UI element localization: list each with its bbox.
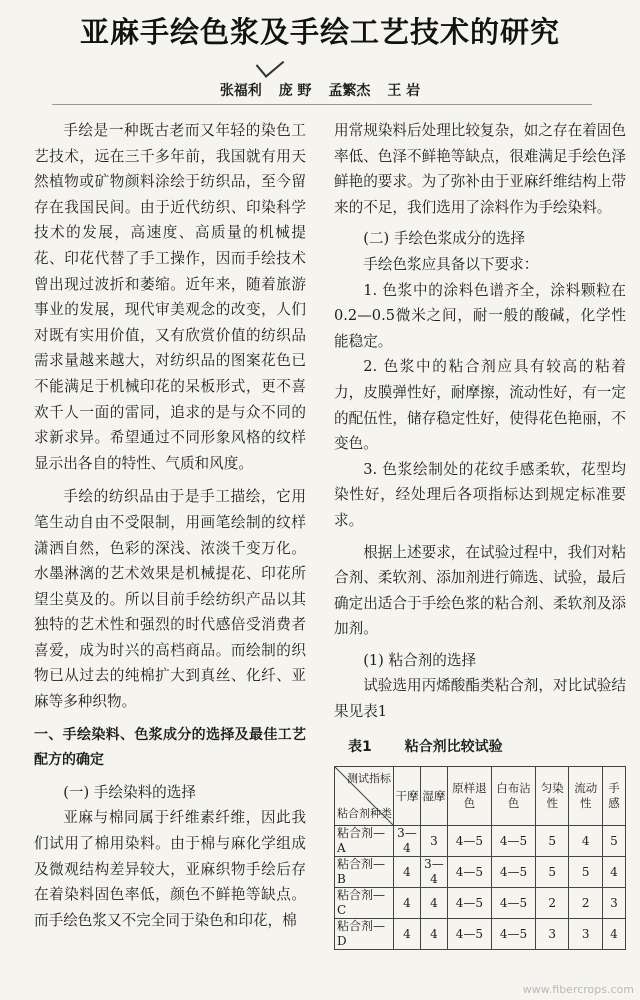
- table-cell: 4—5: [491, 919, 535, 950]
- column-header: 白布沾色: [491, 767, 535, 826]
- corner-label-top: 测试指标: [347, 772, 391, 786]
- section-heading: 一、手绘染料、色浆成分的选择及最佳工艺配方的确定: [34, 726, 306, 769]
- table-cell: 2: [569, 888, 603, 919]
- intro-paragraph: 手绘的纺织品由于是手工描绘，它用笔生动自由不受限制，用画笔绘制的纹样潇洒自然，色彩的深浅、浓淡千变万化。水墨淋漓的艺术效果是机械提花、印花所望尘莫及的。所以目前手绘纺织产品以其独特的艺术性和强烈的时代感倍受消费者喜爱，成为时兴的高档商品。而绘制的织物已从过去的纯棉扩大到真丝、化纤、亚麻等多种织物。: [34, 488, 306, 711]
- subsection-heading: (一) 手绘染料的选择: [63, 783, 196, 801]
- row-label: 粘合剂—D: [335, 919, 394, 950]
- body-paragraph: 手绘色浆应具备以下要求：: [363, 255, 539, 273]
- check-mark-icon: [256, 50, 285, 78]
- author-name: 庞 野: [278, 83, 312, 99]
- article-title: 亚麻手绘色浆及手绘工艺技术的研究: [79, 15, 560, 49]
- title-divider: [52, 104, 592, 105]
- table-cell: 3—4: [394, 826, 421, 857]
- intro-paragraph: 手绘是一种既古老而又年轻的染色工艺技术，远在三千多年前，我国就有用天然植物或矿物颜料涂绘于纺织品，至今留存在我国民间。由于近代纺织、印染科学技术的发展，高速度、高质量的机械提花、印花代替了手工操作，因而手绘技术曾出现过波折和萎缩。近年来，随着旅游事业的发展，现代审美观念的改变，人们对既有实用价值，又有欣赏价值的纺织品需求量越来越大，对纺织品的图案花色已不能满足于机械印花的呆板形式，更不喜欢千人一面的雷同，追求的是与众不同的求新求异。希望通过不同形象风格的纹样显示出各自的特性、气质和风度。: [34, 122, 306, 472]
- column-header: 湿摩: [420, 767, 447, 826]
- watermark-text: www.fibercrops.com: [522, 983, 634, 996]
- table-number: 表1: [348, 738, 372, 755]
- table-cell: 4: [602, 857, 625, 888]
- right-column: [334, 118, 626, 950]
- table-cell: 4—5: [447, 888, 491, 919]
- table-cell: 4—5: [491, 888, 535, 919]
- row-label: 粘合剂—C: [335, 888, 394, 919]
- table-title: 粘合剂比较试验: [404, 738, 503, 755]
- table-cell: 4—5: [447, 919, 491, 950]
- table-corner-cell: [335, 767, 394, 826]
- row-label: 粘合剂—A: [335, 826, 394, 857]
- table-cell: 2: [535, 888, 569, 919]
- table-caption: [334, 735, 626, 761]
- table-cell: 5: [602, 826, 625, 857]
- body-paragraph: 试验选用丙烯酸酯类粘合剂，对比试验结果见表1: [334, 677, 626, 721]
- table-cell: 4: [420, 888, 447, 919]
- author-name: 孟繁杰: [328, 83, 371, 99]
- table-cell: 5: [535, 826, 569, 857]
- requirement-item: 1. 色浆中的涂料色谱齐全，涂料颗粒在0.2—0.5微米之间，耐一般的酸碱，化学性能稳定。: [334, 281, 626, 350]
- author-name: 王 岩: [387, 83, 421, 99]
- table-cell: 4—5: [491, 826, 535, 857]
- table-cell: 3—4: [420, 857, 447, 888]
- binder-comparison-table: [334, 766, 626, 950]
- subsection-heading: (1) 粘合剂的选择: [363, 651, 477, 669]
- table-cell: 4: [394, 888, 421, 919]
- table-cell: 3: [535, 919, 569, 950]
- table-row: [335, 857, 626, 888]
- table-cell: 4—5: [491, 857, 535, 888]
- table-cell: 3: [569, 919, 603, 950]
- table-cell: 4: [394, 919, 421, 950]
- table-cell: 4: [394, 857, 421, 888]
- left-column: [34, 118, 306, 933]
- table-header-row: [335, 767, 626, 826]
- column-header: 匀染性: [535, 767, 569, 826]
- subsection-heading: (二) 手绘色浆成分的选择: [363, 230, 526, 248]
- requirement-item: 3. 色浆绘制处的花纹手感柔软，花型均染性好，经处理后各项指标达到规定标准要求。: [334, 460, 626, 529]
- table-cell: 3: [602, 888, 625, 919]
- column-header: 流动性: [569, 767, 603, 826]
- table-cell: 4—5: [447, 857, 491, 888]
- table-cell: 4: [602, 919, 625, 950]
- column-header: 原样退色: [447, 767, 491, 826]
- row-label: 粘合剂—B: [335, 857, 394, 888]
- corner-label-bottom: 粘合剂种类: [337, 807, 392, 821]
- table-row: [335, 826, 626, 857]
- author-line: [0, 80, 640, 100]
- table-cell: 4—5: [447, 826, 491, 857]
- table-cell: 4: [420, 919, 447, 950]
- table-row: [335, 919, 626, 950]
- column-header: 手感: [602, 767, 625, 826]
- body-paragraph: 用常规染料后处理比较复杂，如之存在着固色率低、色泽不鲜艳等缺点，很难满足手绘色泽鲜艳的要求。为了弥补由于亚麻纤维结构上带来的不足，我们选用了涂料作为手绘染料。: [334, 122, 626, 216]
- table-cell: 5: [535, 857, 569, 888]
- requirement-item: 2. 色浆中的粘合剂应具有较高的粘着力，皮膜弹性好，耐摩擦，流动性好，有一定的配伍性，储存稳定性好，使得花色艳丽，不变色。: [334, 358, 626, 453]
- body-paragraph: 根据上述要求，在试验过程中，我们对粘合剂、柔软剂、添加剂进行筛选、试验，最后确定出适合于手绘色浆的粘合剂、柔软剂及添加剂。: [334, 543, 626, 638]
- author-name: 张福利: [219, 83, 262, 99]
- body-paragraph: 亚麻与棉同属于纤维素纤维，因此我们试用了棉用染料。由于棉与麻化学组成及微观结构差异较大，亚麻织物手绘后存在着染料固色率低，颜色不鲜艳等缺点。而手绘色浆又不完全同于染色和印花，棉: [34, 809, 306, 929]
- table-row: [335, 888, 626, 919]
- table-cell: 5: [569, 857, 603, 888]
- column-header: 干摩: [394, 767, 421, 826]
- table-cell: 3: [420, 826, 447, 857]
- table-cell: 4: [569, 826, 603, 857]
